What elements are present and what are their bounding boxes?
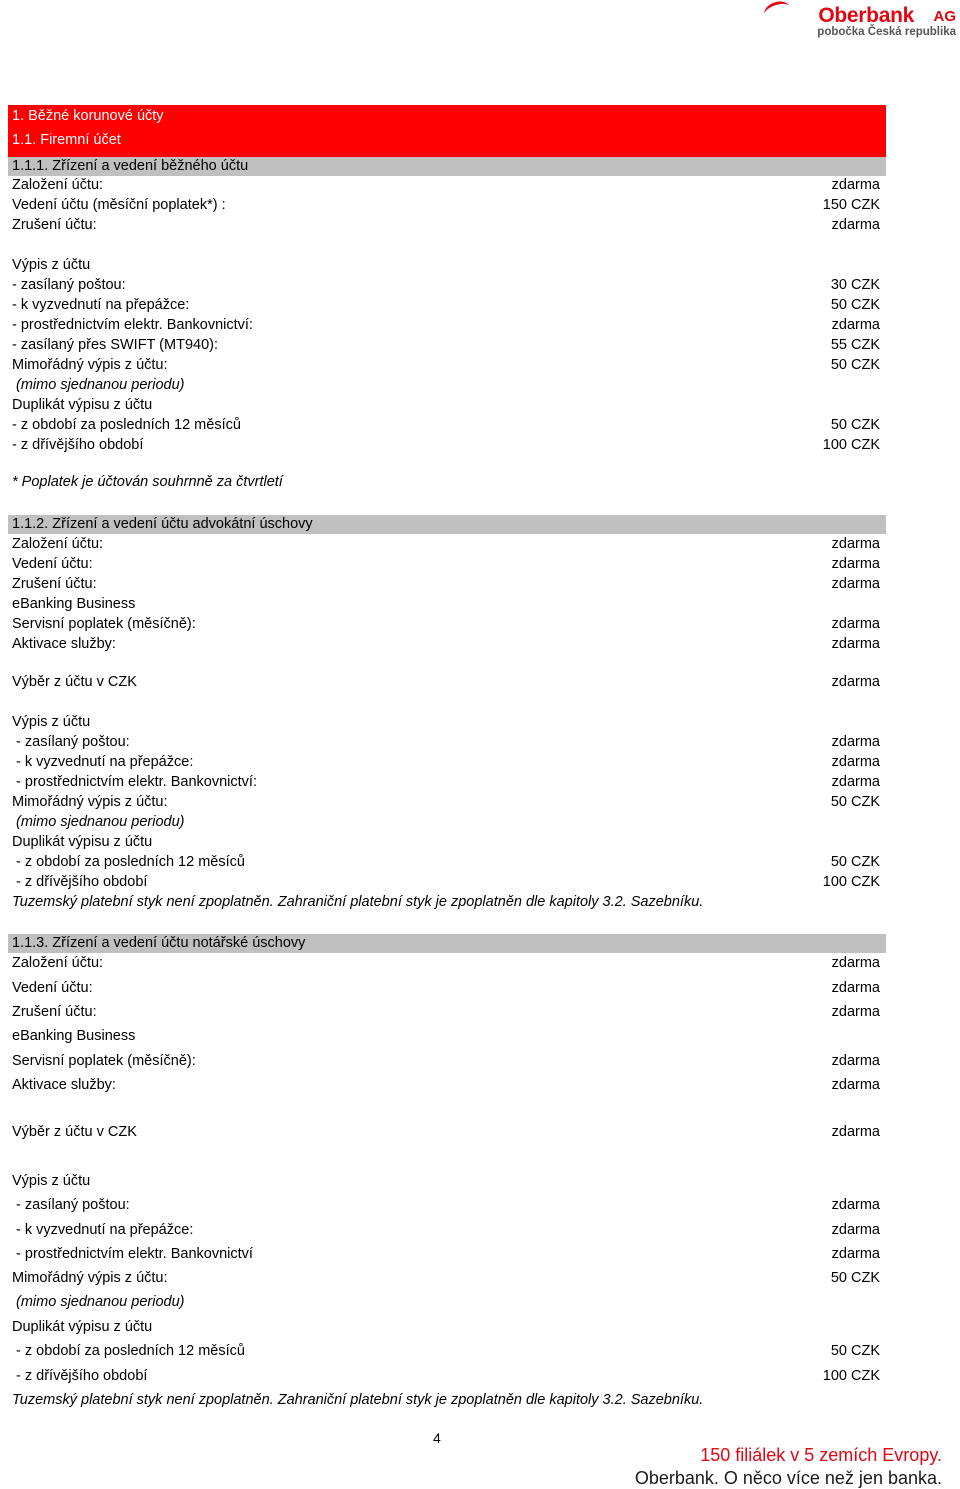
fee-row bbox=[12, 317, 880, 337]
fee-row bbox=[12, 217, 880, 237]
section-1-header bbox=[8, 157, 886, 176]
fee-row bbox=[12, 1222, 880, 1242]
fee-value: 50 CZK bbox=[830, 854, 880, 870]
fee-label: - zasílaný poštou: bbox=[12, 1197, 130, 1213]
fee-value: 150 CZK bbox=[822, 197, 880, 213]
fee-row bbox=[12, 177, 880, 197]
fee-label: Založení účtu: bbox=[12, 177, 104, 193]
fee-label: - zasílaný přes SWIFT (MT940): bbox=[12, 337, 218, 353]
fee-row bbox=[12, 397, 880, 417]
fee-value: zdarma bbox=[831, 1197, 880, 1213]
fee-label: Výpis z účtu bbox=[12, 1173, 91, 1189]
section-3-header bbox=[8, 934, 886, 953]
fee-value: 30 CZK bbox=[830, 277, 880, 293]
fee-value: zdarma bbox=[831, 576, 880, 592]
fee-row bbox=[12, 377, 880, 397]
section-3-note: Tuzemský platební styk není zpoplatněn. Zahraniční platební styk je zpoplatněn dle kapitoly 3.2. Sazebníku. bbox=[12, 1392, 704, 1408]
fee-label: - z dřívějšího období bbox=[12, 1368, 148, 1384]
fee-row bbox=[12, 1173, 880, 1193]
fee-row bbox=[12, 674, 880, 694]
fee-label: Výpis z účtu bbox=[12, 257, 91, 273]
section-2-note: Tuzemský platební styk není zpoplatněn. Zahraniční platební styk je zpoplatněn dle kapitoly 3.2. Sazebníku. bbox=[12, 894, 704, 910]
fee-value: zdarma bbox=[831, 980, 880, 996]
fee-row bbox=[12, 814, 880, 834]
fee-value: 50 CZK bbox=[830, 794, 880, 810]
fee-row bbox=[12, 596, 880, 616]
fee-row bbox=[12, 337, 880, 357]
fee-label: - z období za posledních 12 měsíců bbox=[12, 417, 241, 433]
footer-slogan-2: Oberbank. O něco více než jen banka. bbox=[634, 1468, 942, 1488]
footer-slogan-1: 150 filiálek v 5 zemích Evropy. bbox=[700, 1445, 942, 1465]
fee-value: zdarma bbox=[831, 317, 880, 333]
section-1-title: 1.1.1. Zřízení a vedení běžného účtu bbox=[12, 158, 249, 174]
fee-value: zdarma bbox=[831, 734, 880, 750]
heading-2: 1.1. Firemní účet bbox=[12, 132, 121, 148]
section-2-title: 1.1.2. Zřízení a vedení účtu advokátní úschovy bbox=[12, 516, 313, 532]
fee-label: Mimořádný výpis z účtu: bbox=[12, 357, 168, 373]
fee-value: zdarma bbox=[831, 674, 880, 690]
fee-value: 50 CZK bbox=[830, 297, 880, 313]
fee-value: zdarma bbox=[831, 1077, 880, 1093]
section-2-header bbox=[8, 515, 886, 534]
fee-value: zdarma bbox=[831, 774, 880, 790]
fee-label: Mimořádný výpis z účtu: bbox=[12, 794, 168, 810]
fee-label: (mimo sjednanou periodu) bbox=[12, 814, 185, 830]
fee-label: Založení účtu: bbox=[12, 955, 104, 971]
fee-row bbox=[12, 874, 880, 894]
fee-value: zdarma bbox=[831, 1053, 880, 1069]
fee-label: Servisní poplatek (měsíčně): bbox=[12, 1053, 196, 1069]
fee-label: - k vyzvednutí na přepážce: bbox=[12, 754, 194, 770]
fee-row bbox=[12, 1270, 880, 1290]
fee-label: Mimořádný výpis z účtu: bbox=[12, 1270, 168, 1286]
fee-label: Duplikát výpisu z účtu bbox=[12, 834, 153, 850]
section-header-band bbox=[8, 105, 886, 157]
fee-row bbox=[12, 1197, 880, 1217]
fee-row bbox=[12, 1294, 880, 1314]
fee-label: - z období za posledních 12 měsíců bbox=[12, 1343, 245, 1359]
fee-value: zdarma bbox=[831, 754, 880, 770]
fee-value: 100 CZK bbox=[822, 874, 880, 890]
fee-label: - k vyzvednutí na přepážce: bbox=[12, 1222, 194, 1238]
fee-row bbox=[12, 616, 880, 636]
fee-row bbox=[12, 1053, 880, 1073]
fee-label: Založení účtu: bbox=[12, 536, 104, 552]
page-number: 4 bbox=[433, 1430, 441, 1446]
fee-row bbox=[12, 1004, 880, 1024]
fee-label: Vedení účtu: bbox=[12, 556, 93, 572]
fee-label: Aktivace služby: bbox=[12, 1077, 116, 1093]
section-3-title: 1.1.3. Zřízení a vedení účtu notářské úschovy bbox=[12, 935, 306, 951]
fee-label: Výběr z účtu v CZK bbox=[12, 674, 137, 690]
fee-value: zdarma bbox=[831, 616, 880, 632]
fee-row bbox=[12, 297, 880, 317]
fee-row bbox=[12, 955, 880, 975]
fee-value: 100 CZK bbox=[822, 437, 880, 453]
fee-label: eBanking Business bbox=[12, 1028, 136, 1044]
fee-label: Vedení účtu (měsíční poplatek*) : bbox=[12, 197, 226, 213]
fee-value: 55 CZK bbox=[830, 337, 880, 353]
fee-label: eBanking Business bbox=[12, 596, 136, 612]
fee-row bbox=[12, 1124, 880, 1144]
fee-row bbox=[12, 1246, 880, 1266]
logo-name: Oberbank bbox=[818, 4, 914, 27]
fee-value: zdarma bbox=[831, 217, 880, 233]
fee-value: zdarma bbox=[831, 1246, 880, 1262]
fee-label: Duplikát výpisu z účtu bbox=[12, 397, 153, 413]
fee-label: Vedení účtu: bbox=[12, 980, 93, 996]
fee-label: - z období za posledních 12 měsíců bbox=[12, 854, 245, 870]
fee-row bbox=[12, 1343, 880, 1363]
fee-row bbox=[12, 197, 880, 217]
fee-value: zdarma bbox=[831, 1124, 880, 1140]
fee-value: zdarma bbox=[831, 636, 880, 652]
fee-label: Aktivace služby: bbox=[12, 636, 116, 652]
fee-label: - prostřednictvím elektr. Bankovnictví: bbox=[12, 317, 253, 333]
fee-value: 50 CZK bbox=[830, 1343, 880, 1359]
fee-value: zdarma bbox=[831, 177, 880, 193]
fee-label: - z dřívějšího období bbox=[12, 874, 148, 890]
fee-row bbox=[12, 556, 880, 576]
fee-value: 50 CZK bbox=[830, 357, 880, 373]
fee-row bbox=[12, 257, 880, 277]
fee-label: Zrušení účtu: bbox=[12, 217, 97, 233]
fee-label: Duplikát výpisu z účtu bbox=[12, 1319, 153, 1335]
fee-value: 50 CZK bbox=[830, 1270, 880, 1286]
fee-row bbox=[12, 754, 880, 774]
fee-row bbox=[12, 734, 880, 754]
fee-label: Zrušení účtu: bbox=[12, 1004, 97, 1020]
fee-label: - zasílaný poštou: bbox=[12, 277, 126, 293]
fee-label: Výběr z účtu v CZK bbox=[12, 1124, 137, 1140]
fee-label: - prostřednictvím elektr. Bankovnictví: bbox=[12, 774, 257, 790]
fee-value: 100 CZK bbox=[822, 1368, 880, 1384]
fee-value: zdarma bbox=[831, 1222, 880, 1238]
fee-row bbox=[12, 794, 880, 814]
fee-row bbox=[12, 834, 880, 854]
fee-row bbox=[12, 536, 880, 556]
fee-row bbox=[12, 636, 880, 656]
fee-label: (mimo sjednanou periodu) bbox=[12, 1294, 185, 1310]
fee-row bbox=[12, 357, 880, 377]
fee-label: - k vyzvednutí na přepážce: bbox=[12, 297, 190, 313]
fee-label: Výpis z účtu bbox=[12, 714, 91, 730]
heading-1: 1. Běžné korunové účty bbox=[12, 108, 164, 124]
fee-row bbox=[12, 1368, 880, 1388]
fee-row bbox=[12, 854, 880, 874]
fee-value: 50 CZK bbox=[830, 417, 880, 433]
fee-row bbox=[12, 437, 880, 457]
fee-label: - z dřívějšího období bbox=[12, 437, 144, 453]
fee-row bbox=[12, 774, 880, 794]
logo-subtitle: pobočka Česká republika bbox=[817, 26, 956, 38]
fee-row bbox=[12, 1319, 880, 1339]
logo-swoosh-icon bbox=[762, 0, 792, 23]
fee-value: zdarma bbox=[831, 556, 880, 572]
fee-label: (mimo sjednanou periodu) bbox=[12, 377, 185, 393]
fee-row bbox=[12, 1028, 880, 1048]
fee-value: zdarma bbox=[831, 1004, 880, 1020]
fee-row bbox=[12, 277, 880, 297]
fee-value: zdarma bbox=[831, 536, 880, 552]
fee-value: zdarma bbox=[831, 955, 880, 971]
logo-suffix: AG bbox=[933, 8, 956, 25]
fee-row bbox=[12, 714, 880, 734]
fee-label: - zasílaný poštou: bbox=[12, 734, 130, 750]
fee-row bbox=[12, 1077, 880, 1097]
fee-row bbox=[12, 980, 880, 1000]
fee-label: Servisní poplatek (měsíčně): bbox=[12, 616, 196, 632]
oberbank-logo bbox=[756, 2, 956, 40]
section-1-note: * Poplatek je účtován souhrnně za čtvrtletí bbox=[12, 474, 283, 490]
fee-label: - prostřednictvím elektr. Bankovnictví bbox=[12, 1246, 253, 1262]
fee-label: Zrušení účtu: bbox=[12, 576, 97, 592]
fee-row bbox=[12, 417, 880, 437]
fee-row bbox=[12, 576, 880, 596]
